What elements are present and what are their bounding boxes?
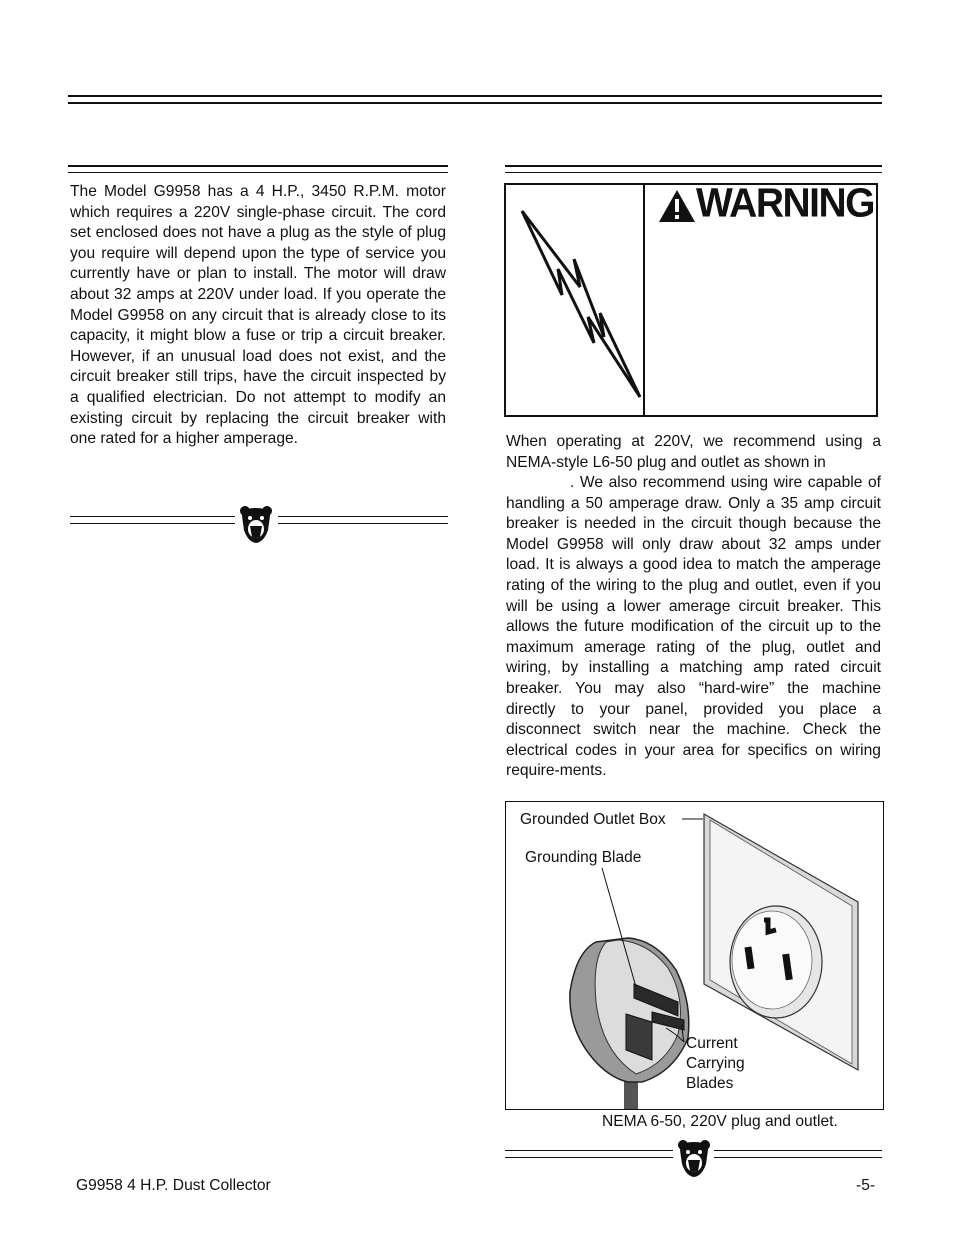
right-paragraph-rest	[506, 473, 881, 782]
label-grounded-outlet-box: Grounded Outlet Box	[520, 811, 666, 828]
right-divider-line-left	[505, 1150, 673, 1158]
right-paragraph-rest-text: . We also recommend using wire capable of handling a 50 amperage draw. Only a 35 amp circuit breaker is needed in the circuit though because the Model G9958 will only draw about 32 amps under load. It is always a good idea to match the amperage rating of the wiring to the plug and outlet, even if you will be using a lower amerage circuit breaker. This allows the future modification of the circuit up to the maximum amerage rating of the plug, outlet and wiring, by installing a matching amp rated circuit breaker. You may also “hard-wire” the machine directly to your panel, provided you place a disconnect switch near the machine. Check the electrical codes in your area for specifics on wiring require-ments.	[506, 474, 881, 780]
label-current: Current	[686, 1035, 738, 1052]
right-section-rule-top	[505, 165, 882, 167]
warning-triangle-icon	[658, 189, 696, 223]
label-carrying: Carrying	[686, 1055, 745, 1072]
right-divider-line-right	[714, 1150, 882, 1158]
bear-head-logo-icon	[238, 504, 274, 544]
header-rule-bottom	[68, 102, 882, 104]
left-paragraph: The Model G9958 has a 4 H.P., 3450 R.P.M. motor which requires a 220V single-phase circuit. The cord set enclosed does not have a plug as the style of plug you require will depend upon the type of service you currently have or plan to install. The motor will draw about 32 amps at 220V under load. If you operate the Model G9958 on any circuit that is already close to its capacity, it might blow a fuse or trip a circuit breaker. However, if an unusual load does not exist, and the circuit breaker still trips, have the circuit inspected by a qualified electrician. Do not attempt to modify an existing circuit by replacing the circuit breaker with one rated for a higher amperage.	[70, 183, 446, 448]
figure-frame	[505, 801, 884, 1110]
warning-label: WARNING	[696, 180, 874, 227]
header-rule-top	[68, 95, 882, 97]
right-section-rule-bottom	[505, 172, 882, 173]
footer-title: G9958 4 H.P. Dust Collector	[76, 1177, 271, 1194]
figure-caption: NEMA 6-50, 220V plug and outlet.	[602, 1113, 838, 1130]
bear-head-logo-icon	[676, 1138, 712, 1178]
lightning-bolt-icon	[516, 207, 642, 401]
label-grounding-blade: Grounding Blade	[525, 849, 642, 866]
left-section-rule-bottom	[68, 172, 448, 173]
warning-box-divider	[643, 185, 645, 415]
right-paragraph-line1: When operating at 220V, we recommend using a NEMA-style L6-50 plug and outlet as shown in	[506, 433, 881, 471]
left-divider-line-left	[70, 516, 235, 524]
warning-header	[658, 180, 878, 229]
page-number: -5-	[856, 1177, 876, 1194]
left-section-rule-top	[68, 165, 448, 167]
left-divider-line-right	[278, 516, 448, 524]
warning-box	[504, 180, 878, 417]
label-blades: Blades	[686, 1075, 734, 1092]
